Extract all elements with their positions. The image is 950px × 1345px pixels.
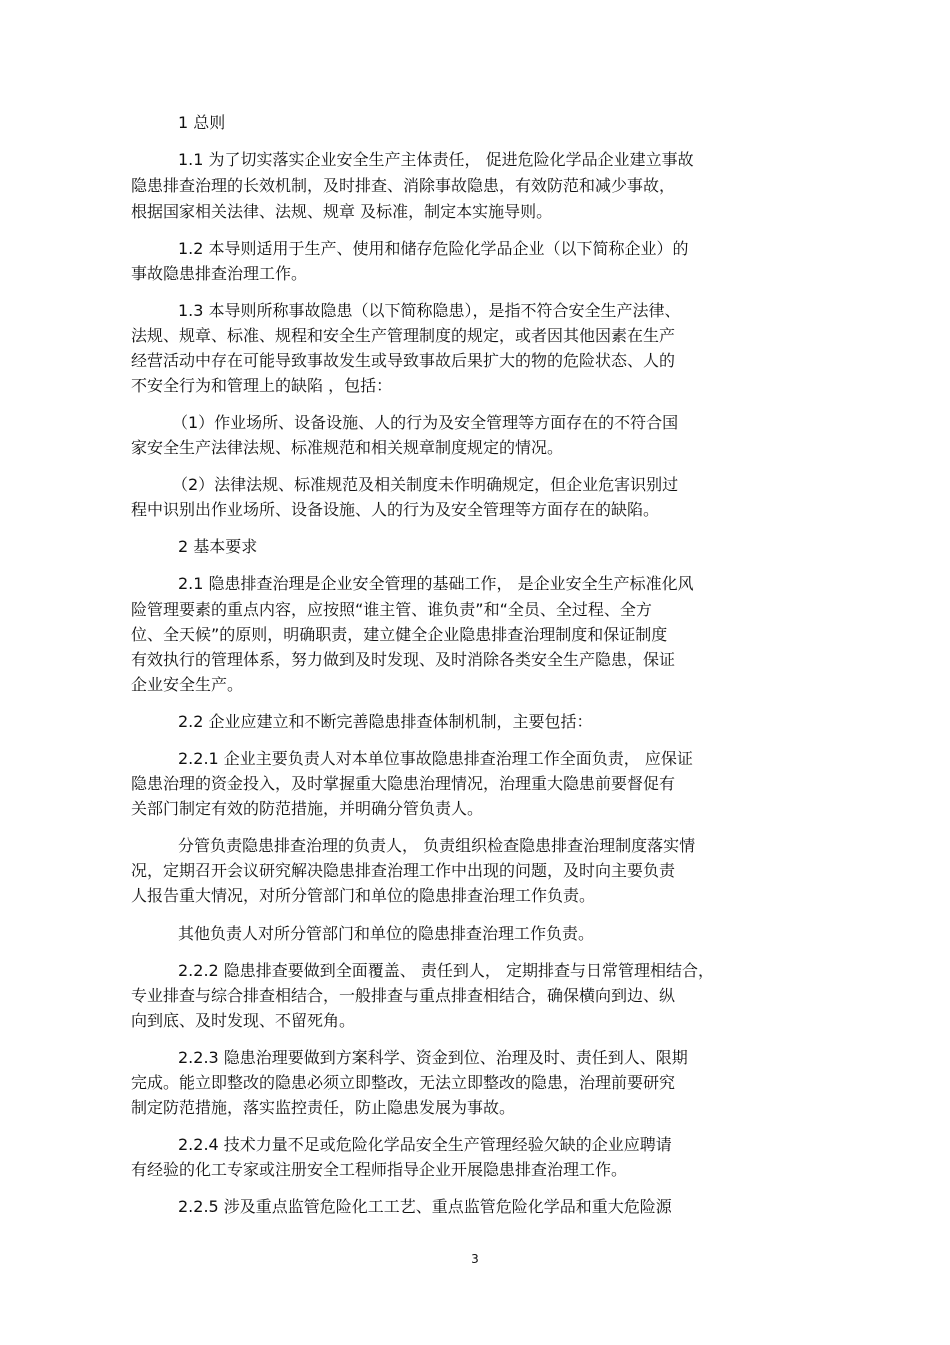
paragraph-line: 1.1 为了切实落实企业安全生产主体责任， 促进危险化学品企业建立事故 — [178, 150, 694, 169]
paragraph-line: 向到底、及时发现、不留死角。 — [131, 1011, 356, 1030]
paragraph-line: 制定防范措施，落实监控责任，防止隐患发展为事故。 — [131, 1098, 516, 1117]
paragraph-line: 况，定期召开会议研究解决隐患排查治理工作中出现的问题，及时向主要负责 — [131, 861, 676, 880]
paragraph-line: 险管理要素的重点内容，应按照“谁主管、谁负责”和“全员、全过程、全方 — [131, 600, 652, 619]
paragraph-line: 2.2.1 企业主要负责人对本单位事故隐患排查治理工作全面负责， 应保证 — [178, 749, 693, 768]
paragraph-line: 2.2.5 涉及重点监管危险化工工艺、重点监管危险化学品和重大危险源 — [178, 1197, 672, 1216]
paragraph-line: 有经验的化工专家或注册安全工程师指导企业开展隐患排查治理工作。 — [131, 1160, 628, 1179]
paragraph-line: 法规、规章、标准、规程和安全生产管理制度的规定，或者因其他因素在生产 — [131, 326, 676, 345]
paragraph-line: 完成。能立即整改的隐患必须立即整改，无法立即整改的隐患，治理前要研究 — [131, 1073, 676, 1092]
paragraph-line: 2.2.4 技术力量不足或危险化学品安全生产管理经验欠缺的企业应聘请 — [178, 1135, 672, 1154]
paragraph-line: 根据国家相关法律、法规、规章 及标准，制定本实施导则。 — [131, 202, 553, 221]
section-heading: 1 总则 — [178, 113, 226, 132]
paragraph-line: 人报告重大情况，对所分管部门和单位的隐患排查治理工作负责。 — [131, 886, 596, 905]
paragraph-line: 2.2 企业应建立和不断完善隐患排查体制机制，主要包括： — [178, 712, 593, 731]
paragraph-line: 不安全行为和管理上的缺陷 ，包括： — [131, 376, 393, 395]
paragraph-line: 程中识别出作业场所、设备设施、人的行为及安全管理等方面存在的缺陷。 — [131, 500, 660, 519]
page-number: 3 — [471, 1252, 479, 1266]
paragraph-line: （2）法律法规、标准规范及相关制度未作明确规定，但企业危害识别过 — [172, 475, 679, 494]
paragraph-line: 1.2 本导则适用于生产、使用和储存危险化学品企业（以下简称企业）的 — [178, 239, 689, 258]
paragraph-line: 分管负责隐患排查治理的负责人， 负责组织检查隐患排查治理制度落实情 — [178, 836, 696, 855]
paragraph-line: 2.2.2 隐患排查要做到全面覆盖、 责任到人， 定期排查与日常管理相结合， — [178, 961, 714, 980]
paragraph-line: 有效执行的管理体系，努力做到及时发现、及时消除各类安全生产隐患，保证 — [131, 650, 676, 669]
paragraph-line: 1.3 本导则所称事故隐患（以下简称隐患），是指不符合安全生产法律、 — [178, 301, 681, 320]
paragraph-line: 隐患治理的资金投入，及时掌握重大隐患治理情况，治理重大隐患前要督促有 — [131, 774, 676, 793]
paragraph-line: 位、全天候”的原则，明确职责，建立健全企业隐患排查治理制度和保证制度 — [131, 625, 668, 644]
paragraph-line: 经营活动中存在可能导致事故发生或导致事故后果扩大的物的危险状态、人的 — [131, 351, 676, 370]
paragraph-line: （1）作业场所、设备设施、人的行为及安全管理等方面存在的不符合国 — [172, 413, 679, 432]
paragraph-line: 隐患排查治理的长效机制，及时排查、消除事故隐患，有效防范和减少事故， — [131, 176, 676, 195]
section-heading: 2 基本要求 — [178, 537, 258, 556]
paragraph-line: 关部门制定有效的防范措施，并明确分管负责人。 — [131, 799, 484, 818]
paragraph-line: 2.2.3 隐患治理要做到方案科学、资金到位、治理及时、责任到人、限期 — [178, 1048, 688, 1067]
paragraph-line: 家安全生产法律法规、标准规范和相关规章制度规定的情况。 — [131, 438, 564, 457]
paragraph-line: 2.1 隐患排查治理是企业安全管理的基础工作， 是企业安全生产标准化风 — [178, 574, 694, 593]
paragraph-line: 企业安全生产。 — [131, 675, 244, 694]
paragraph-line: 事故隐患排查治理工作。 — [131, 264, 308, 283]
paragraph-line: 专业排查与综合排查相结合，一般排查与重点排查相结合，确保横向到边、纵 — [131, 986, 676, 1005]
paragraph-line: 其他负责人对所分管部门和单位的隐患排查治理工作负责。 — [178, 924, 595, 943]
